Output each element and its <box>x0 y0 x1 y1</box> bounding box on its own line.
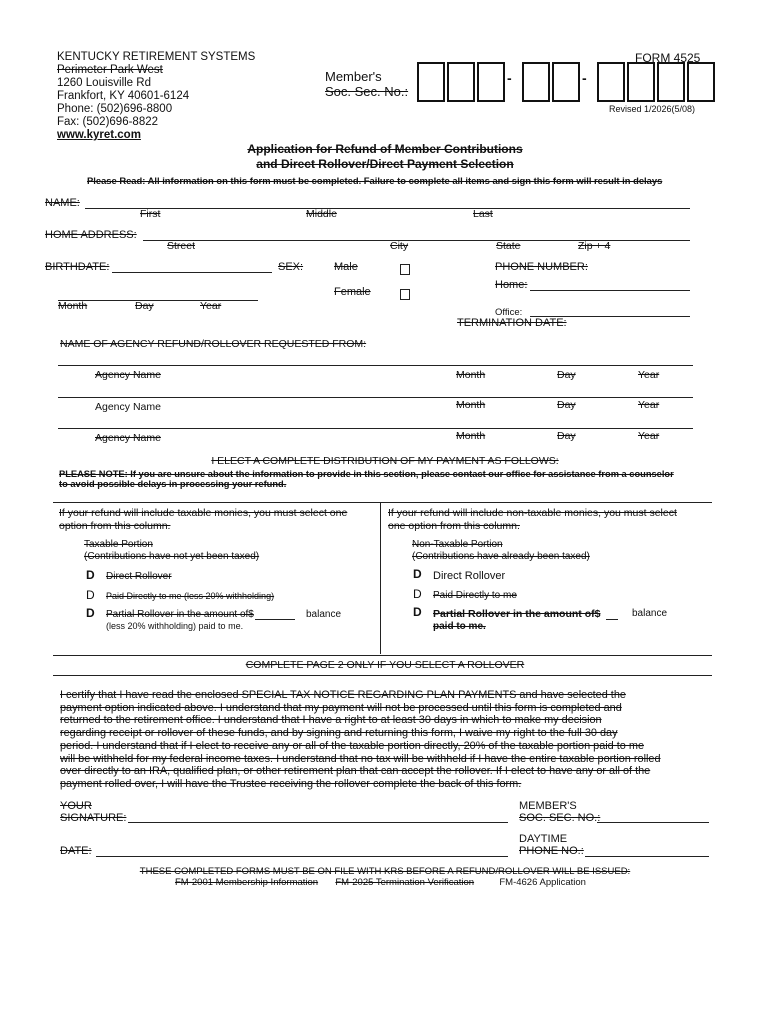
nontaxable-instr-line2: one option from this column. <box>388 520 520 532</box>
phone-line: Phone: (502)696-8800 <box>57 103 173 115</box>
revised-date: Revised 1/2026(5/08) <box>609 104 696 114</box>
nontaxable-instructions <box>388 507 677 533</box>
sex-female-label: Female <box>334 286 371 298</box>
footer-form-2025: FM-2025 Termination Verification <box>335 877 475 888</box>
nontaxable-partial-rollover-label: Partial Rollover in the amount of$ <box>433 608 601 620</box>
agency-row-1-name: Agency Name <box>95 369 161 381</box>
date-field[interactable] <box>96 856 508 857</box>
org-name: KENTUCKY RETIREMENT SYSTEMS <box>57 51 256 63</box>
address-line-2: 1260 Louisville Rd <box>57 77 151 89</box>
form-number: FORM 4525 <box>635 51 701 65</box>
office-phone-label: Office: <box>495 307 523 318</box>
nontaxable-partial-note: paid to me. <box>433 621 486 632</box>
home-phone-field[interactable] <box>530 290 690 291</box>
footer-form-2001: FM-2001 Membership Information <box>175 877 319 888</box>
agency-row-1-year: Year <box>638 369 660 381</box>
agency-row-2-line[interactable] <box>58 397 693 398</box>
name-field[interactable] <box>85 208 690 209</box>
agency-row-2-month: Month <box>456 399 486 411</box>
agency-row-1-month: Month <box>456 369 486 381</box>
header-block <box>57 51 255 142</box>
certification-line: over directly to an IRA, qualified plan, or other retirement plan that can accept the rollover. If I elect to have any or all of the <box>60 765 651 778</box>
certification-line: regarding receipt or rollover of these funds, and by signing and returning this form, I waive my right to the full 30 day <box>60 727 618 740</box>
ssn-digit-box[interactable] <box>627 62 655 102</box>
termination-date-label: TERMINATION DATE: <box>457 317 567 329</box>
distribution-heading: I ELECT A COMPLETE DISTRIBUTION OF MY PAYMENT AS FOLLOWS: <box>211 455 559 467</box>
agency-heading: NAME OF AGENCY REFUND/ROLLOVER REQUESTED FROM: <box>60 338 367 350</box>
footer-requirements: THESE COMPLETED FORMS MUST BE ON FILE WITH KRS BEFORE A REFUND/ROLLOVER WILL BE ISSUED: <box>139 866 631 877</box>
certification-line: returned to the retirement office. I understand that I have a right to at least 30 days in which to make my decision <box>60 714 602 727</box>
taxable-partial-amount-field[interactable] <box>255 619 295 620</box>
certification-line: period. I understand that if I elect to receive any or all of the taxable portion directly, 20% of the taxable portion paid to me <box>60 739 644 752</box>
agency-row-1-line[interactable] <box>58 365 693 366</box>
ssn-dash: - <box>507 70 512 86</box>
taxable-direct-rollover-label: Direct Rollover <box>106 571 172 582</box>
nontaxable-balance-label: balance <box>632 608 668 619</box>
fax-line: Fax: (502)696-8822 <box>57 116 159 128</box>
sex-male-checkbox[interactable] <box>400 261 410 279</box>
name-first-caption: First <box>140 208 161 220</box>
taxable-partial-note: (less 20% withholding) paid to me. <box>106 621 244 631</box>
taxable-instr-line1: If your refund will include taxable monies, you must select one <box>59 507 348 519</box>
nontaxable-direct-rollover-checkbox[interactable]: D <box>413 567 422 581</box>
ssn-digit-box[interactable] <box>417 62 445 102</box>
please-note-line1: PLEASE NOTE: If you are unsure about the information to provide in this section, please contact our office for assistance from a counselor <box>59 469 674 479</box>
agency-row-2-year: Year <box>638 399 660 411</box>
address-line-1: Perimeter Park West <box>57 64 163 76</box>
taxable-portion-title: Taxable Portion <box>84 539 153 550</box>
footer-forms-list <box>175 877 586 888</box>
taxable-instr-line2: option from this column. <box>59 520 171 532</box>
taxable-instructions <box>59 507 347 533</box>
birthdate-field[interactable] <box>112 272 272 273</box>
daytime-label: DAYTIME <box>519 833 568 845</box>
signature-label-signature: SIGNATURE: <box>60 812 127 824</box>
name-last-caption: Last <box>473 208 493 220</box>
agency-row-3-day: Day <box>557 430 576 442</box>
nontaxable-portion-subtitle: (Contributions have already been taxed) <box>412 551 590 562</box>
footer-form-4626: FM-4626 Application <box>499 877 586 888</box>
nontaxable-portion-title: Non-Taxable Portion <box>412 539 503 550</box>
ssn-dash: - <box>582 70 587 86</box>
agency-row-3-name: Agency Name <box>95 432 161 444</box>
address-line-3: Frankfort, KY 40601-6124 <box>57 90 190 102</box>
taxable-paid-directly-checkbox[interactable]: D <box>86 588 95 602</box>
please-note <box>59 469 674 489</box>
taxable-partial-rollover-checkbox[interactable]: D <box>86 606 95 620</box>
signature-label-your: YOUR <box>60 800 92 812</box>
member-ssn-field[interactable] <box>597 822 709 823</box>
ssn-digit-box[interactable] <box>477 62 505 102</box>
birthdate-date-line <box>58 300 258 301</box>
addr-street-caption: Street <box>167 240 196 252</box>
certification-paragraph <box>60 689 705 791</box>
daytime-phone-field[interactable] <box>585 856 709 857</box>
phone-number-label: PHONE NUMBER: <box>495 261 588 273</box>
ssn-label-line1: Member's <box>325 69 382 84</box>
name-middle-caption: Middle <box>306 208 337 220</box>
birth-month-caption: Month <box>58 300 88 312</box>
nontaxable-paid-directly-checkbox[interactable]: D <box>413 587 422 601</box>
nontaxable-direct-rollover-label: Direct Rollover <box>433 570 506 582</box>
agency-row-1-day: Day <box>557 369 576 381</box>
signature-label <box>60 800 126 824</box>
ssn-digit-box[interactable] <box>597 62 625 102</box>
home-phone-label: Home: <box>495 279 528 291</box>
please-note-line2: to avoid possible delays in processing your refund. <box>59 479 287 489</box>
ssn-digit-box[interactable] <box>552 62 580 102</box>
certification-line: payment rolled over, I will have the Trustee receiving the rollover complete the back of this form. <box>60 777 522 790</box>
complete-page-2-notice: COMPLETE PAGE 2 ONLY IF YOU SELECT A ROLLOVER <box>245 659 525 671</box>
agency-row-3-line[interactable] <box>58 428 693 429</box>
phone-no-label: PHONE NO.: <box>519 845 584 857</box>
sex-male-label: Male <box>334 261 358 273</box>
addr-state-caption: State <box>496 240 521 252</box>
birth-day-caption: Day <box>135 300 154 312</box>
agency-row-3-month: Month <box>456 430 486 442</box>
website-link[interactable]: www.kyret.com <box>57 129 141 141</box>
sex-label: SEX: <box>278 261 304 273</box>
ssn-digit-box[interactable] <box>657 62 685 102</box>
nontaxable-partial-rollover-checkbox[interactable]: D <box>413 605 422 619</box>
certification-line: will be withheld for my federal income taxes. I understand that no tax will be withheld if I have the entire taxable portion rolled <box>60 752 661 765</box>
sex-female-checkbox[interactable] <box>400 286 410 304</box>
taxable-paid-directly-label: Paid Directly to me (less 20% withholding) <box>106 591 275 601</box>
certification-line: payment option indicated above. I understand that my payment will not be processed until this form is completed and <box>60 701 622 714</box>
nontaxable-instr-line1: If your refund will include non-taxable monies, you must select <box>388 507 677 519</box>
please-read-notice: Please Read: All information on this form must be completed. Failure to complete all items and sign this form will result in delays <box>87 175 663 186</box>
name-label: NAME: <box>45 197 80 209</box>
form-title-line2: and Direct Rollover/Direct Payment Selection <box>256 157 514 171</box>
taxable-portion-subtitle: (Contributions have not yet been taxed) <box>84 551 260 562</box>
birth-year-caption: Year <box>200 300 222 312</box>
member-ssn-label-socsec: SOC. SEC. NO.: <box>519 812 601 824</box>
agency-row-3-year: Year <box>638 430 660 442</box>
ssn-digit-box[interactable] <box>687 62 715 102</box>
taxable-direct-rollover-checkbox[interactable]: D <box>86 568 95 582</box>
form-title-line1: Application for Refund of Member Contributions <box>247 142 523 156</box>
agency-row-2-day: Day <box>557 399 576 411</box>
signature-field[interactable] <box>128 822 508 823</box>
ssn-label <box>325 69 408 99</box>
member-ssn-label-members: MEMBER'S <box>519 800 577 812</box>
section-divider <box>53 675 712 676</box>
date-label: DATE: <box>60 845 92 857</box>
taxable-partial-rollover-label: Partial Rollover in the amount of$ <box>106 609 254 620</box>
nontaxable-partial-amount-field[interactable] <box>606 619 618 620</box>
addr-city-caption: City <box>390 240 409 252</box>
member-ssn-label <box>519 800 600 824</box>
agency-row-2-name: Agency Name <box>95 401 161 413</box>
distribution-column-divider <box>380 503 381 654</box>
ssn-label-line2: Soc. Sec. No.: <box>325 84 409 99</box>
birthdate-label: BIRTHDATE: <box>45 261 110 273</box>
ssn-digit-box[interactable] <box>522 62 550 102</box>
ssn-digit-box[interactable] <box>447 62 475 102</box>
home-address-label: HOME ADDRESS: <box>45 229 137 241</box>
nontaxable-paid-directly-label: Paid Directly to me <box>433 590 517 601</box>
daytime-phone-label <box>519 833 584 857</box>
certification-line: I certify that I have read the enclosed SPECIAL TAX NOTICE REGARDING PLAN PAYMENTS and have selected the <box>60 689 626 701</box>
addr-zip-caption: Zip + 4 <box>578 240 611 252</box>
taxable-balance-label: balance <box>306 609 342 620</box>
